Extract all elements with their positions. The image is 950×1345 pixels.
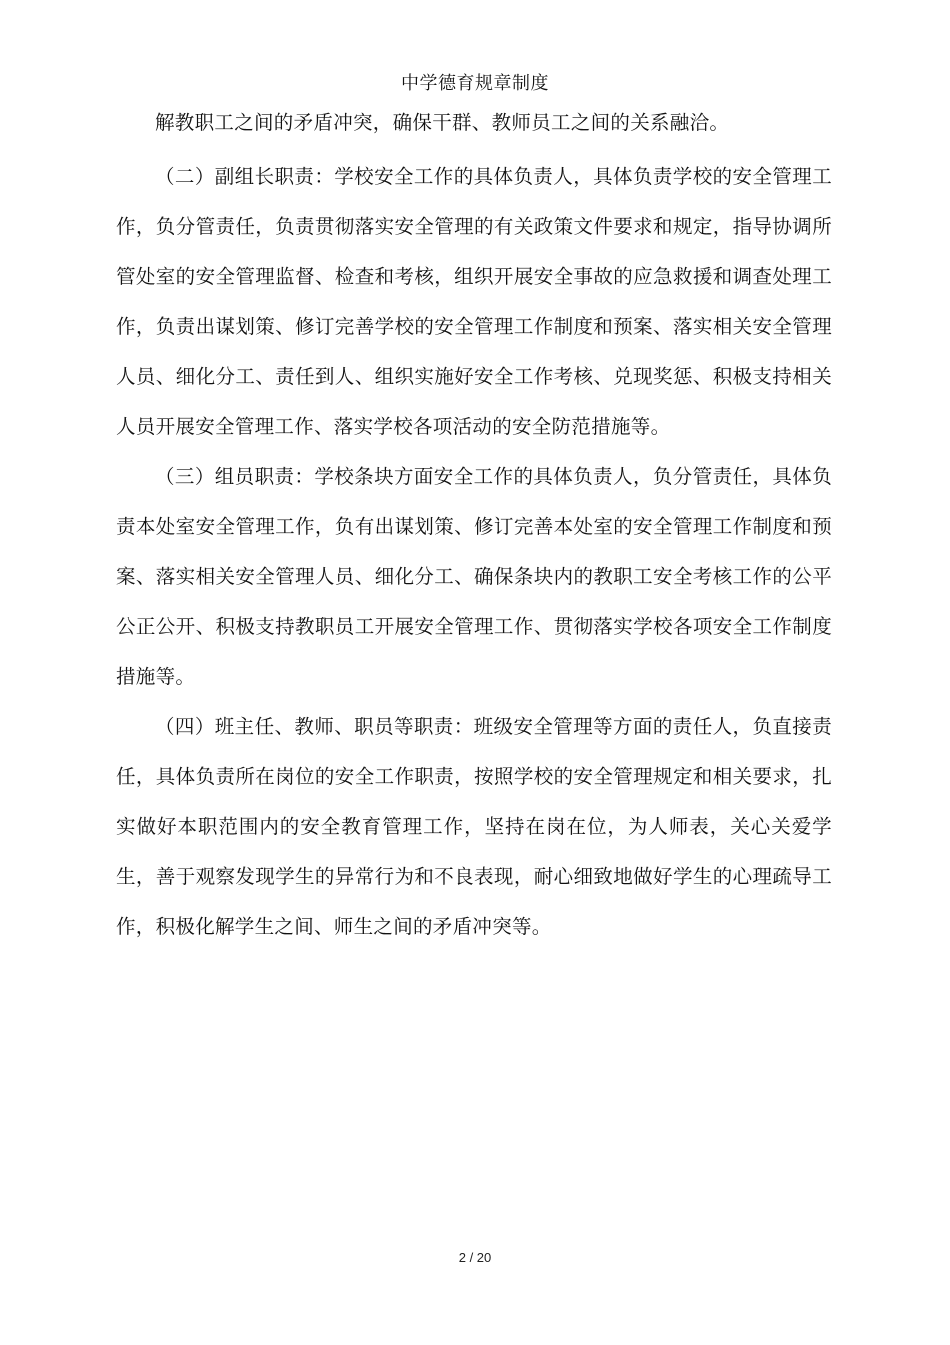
paragraph-continued: 解教职工之间的矛盾冲突，确保干群、教师员工之间的关系融洽。 [155, 111, 730, 134]
paragraph-teacher-duties: （四）班主任、教师、职员等职责：班级安全管理等方面的责任人，负直接责任，具体负责所在岗位的安全工作职责，按照学校的安全管理规定和相关要求，扎实做好本职范围内的安全教育管理工作，坚持在岗在位，为人师表，关心关爱学生，善于观察发现学生的异常行为和不良表现，耐心细致地做好学生的心理疏导工作，积极化解学生之间、师生之间的矛盾冲突等。 [116, 715, 832, 938]
page-header-title: 中学德育规章制度 [401, 73, 549, 94]
paragraph-deputy-leader-duties: （二）副组长职责：学校安全工作的具体负责人，具体负责学校的安全管理工作，负分管责任，负责贯彻落实安全管理的有关政策文件要求和规定，指导协调所管处室的安全管理监督、检查和考核，组织开展安全事故的应急救援和调查处理工作，负责出谋划策、修订完善学校的安全管理工作制度和预案、落实相关安全管理人员、细化分工、责任到人、组织实施好安全工作考核、兑现奖惩、积极支持相关人员开展安全管理工作、落实学校各项活动的安全防范措施等。 [116, 165, 832, 438]
document-body [116, 108, 832, 952]
page-number: 2 / 20 [458, 1250, 492, 1265]
paragraph-member-duties: （三）组员职责：学校条块方面安全工作的具体负责人，负分管责任，具体负责本处室安全管理工作，负有出谋划策、修订完善本处室的安全管理工作制度和预案、落实相关安全管理人员、细化分工、确保条块内的教职工安全考核工作的公平公正公开、积极支持教职员工开展安全管理工作、贯彻落实学校各项安全工作制度措施等。 [116, 465, 832, 688]
